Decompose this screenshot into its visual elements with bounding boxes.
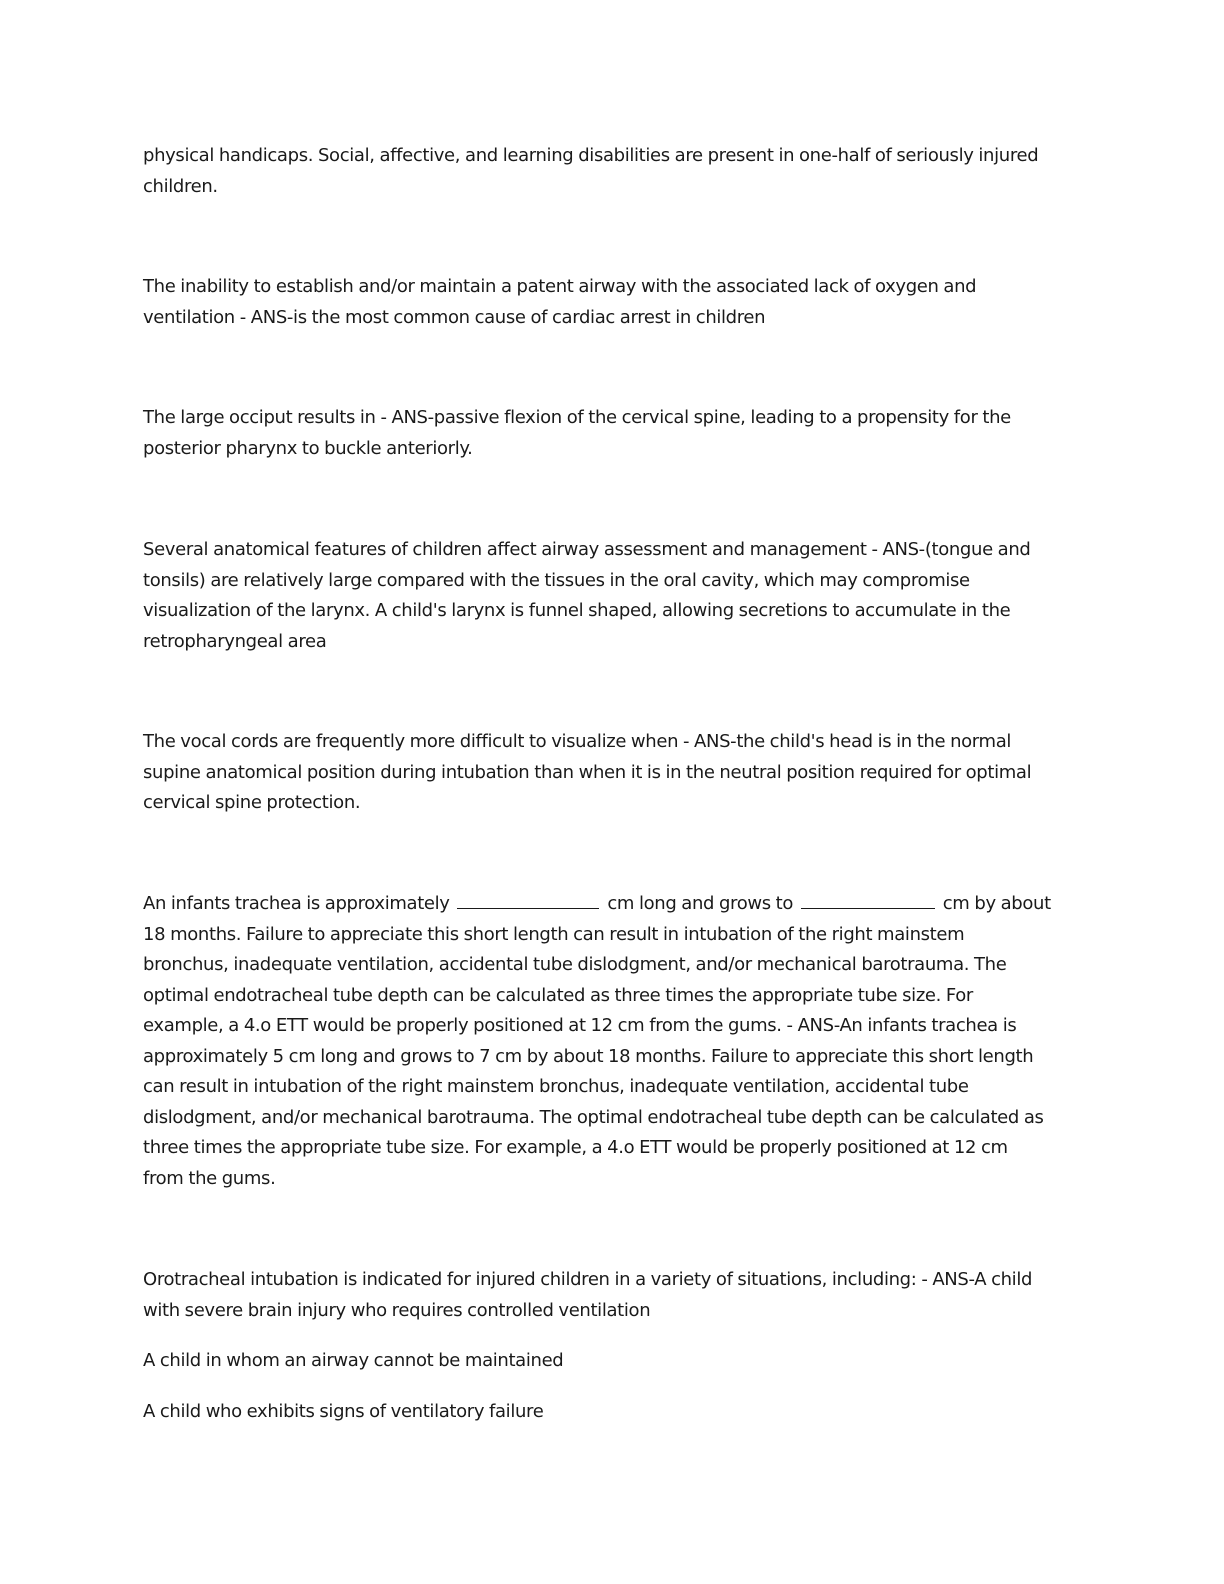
text-line: The inability to establish and/or maintain a patent airway with the associated lack of oxygen and: [143, 276, 977, 297]
text-line: three times the appropriate tube size. For example, a 4.o ETT would be properly positioned at 12 cm: [143, 1137, 1008, 1158]
answer-blank: [801, 890, 935, 909]
text-line: posterior pharynx to buckle anteriorly.: [143, 437, 473, 459]
text-line: Several anatomical features of children affect airway assessment and management - ANS-(tongue and: [143, 539, 1031, 560]
text-line: The large occiput results in - ANS-passive flexion of the cervical spine, leading to a propensity for the: [143, 407, 1011, 428]
text-line: supine anatomical position during intubation than when it is in the neutral position required for optimal: [143, 761, 1032, 783]
paragraph-large-occiput: [143, 403, 1083, 464]
paragraph-orotracheal-intubation: [143, 1265, 1083, 1326]
text-line: cervical spine protection.: [143, 792, 361, 813]
paragraph-vocal-cords: [143, 727, 1083, 819]
paragraph-infant-trachea: [143, 889, 1083, 1194]
answer-blank: [457, 890, 599, 909]
paragraph-anatomical-features: [143, 535, 1083, 657]
text-line: The vocal cords are frequently more difficult to visualize when - ANS-the child's head is in the normal: [143, 731, 1012, 752]
paragraph-ventilatory-failure: [143, 1397, 1083, 1428]
text-line: retropharyngeal area: [143, 630, 327, 652]
text-line: tonsils) are relatively large compared with the tissues in the oral cavity, which may compromise: [143, 569, 970, 591]
text-line: visualization of the larynx. A child's larynx is funnel shaped, allowing secretions to accumulate in the: [143, 600, 1011, 621]
text-line: approximately 5 cm long and grows to 7 cm by about 18 months. Failure to appreciate this short length: [143, 1045, 1034, 1067]
fill-in-blank-line: [143, 889, 1083, 920]
text-line: example, a 4.o ETT would be properly positioned at 12 cm from the gums. - ANS-An infants trachea is: [143, 1015, 1017, 1036]
text-line: A child who exhibits signs of ventilatory failure: [143, 1401, 544, 1422]
text-line: bronchus, inadequate ventilation, accidental tube dislodgment, and/or mechanical barotrauma. The: [143, 954, 1007, 975]
text-fragment: cm by about: [942, 893, 1051, 914]
paragraph-disabilities: [143, 141, 1083, 202]
text-line: A child in whom an airway cannot be maintained: [143, 1350, 564, 1371]
text-line: from the gums.: [143, 1167, 276, 1189]
text-line: dislodgment, and/or mechanical barotrauma. The optimal endotracheal tube depth can be calculated as: [143, 1106, 1044, 1128]
paragraph-patent-airway: [143, 272, 1083, 333]
text-line: children.: [143, 175, 218, 197]
text-line: 18 months. Failure to appreciate this short length can result in intubation of the right mainstem: [143, 923, 965, 945]
text-line: optimal endotracheal tube depth can be calculated as three times the appropriate tube size. For: [143, 984, 973, 1006]
paragraph-airway-not-maintained: [143, 1346, 1083, 1377]
text-line: can result in intubation of the right mainstem bronchus, inadequate ventilation, accidental tube: [143, 1076, 969, 1097]
text-fragment: cm long and grows to: [607, 893, 794, 914]
text-fragment: An infants trachea is approximately: [143, 893, 450, 914]
text-line: Orotracheal intubation is indicated for injured children in a variety of situations, including: - ANS-A child: [143, 1269, 1033, 1290]
text-line: physical handicaps. Social, affective, and learning disabilities are present in one-half of seriously injured: [143, 145, 1039, 166]
text-line: with severe brain injury who requires controlled ventilation: [143, 1299, 651, 1321]
text-line: ventilation - ANS-is the most common cause of cardiac arrest in children: [143, 306, 766, 328]
